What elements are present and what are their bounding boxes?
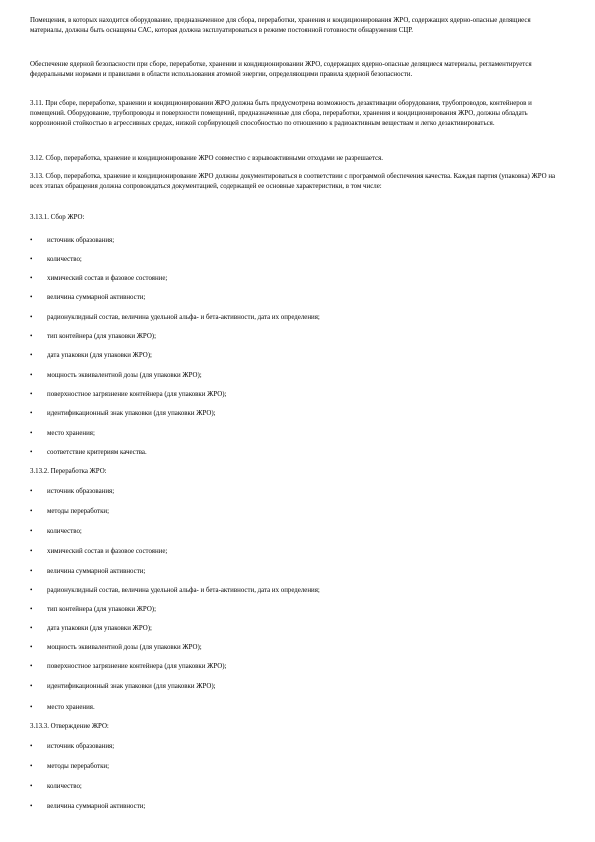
bullet-icon: • bbox=[30, 683, 33, 690]
section-heading-collection: 3.13.1. Сбор ЖРО: bbox=[30, 214, 85, 221]
list-item: • место хранения; bbox=[30, 430, 95, 437]
paragraph-nuclear-safety: Обеспечение ядерной безопасности при сборе, переработке, хранении и кондиционировании ЖРО, содержащих ядерно-опасные делящиеся материалы, регламентируется федеральными нормами и правилами в области использования атомной энергии, определяющими правила ядерной безопасности. bbox=[30, 61, 532, 78]
bullet-icon: • bbox=[30, 294, 33, 301]
list-item: • тип контейнера (для упаковки ЖРО); bbox=[30, 333, 157, 340]
bullet-icon: • bbox=[30, 625, 33, 632]
bullet-icon: • bbox=[30, 372, 33, 379]
list-item: • химический состав и фазовое состояние; bbox=[30, 275, 168, 282]
bullet-icon: • bbox=[30, 743, 33, 750]
bullet-icon: • bbox=[30, 449, 33, 456]
list-item: • радионуклидный состав, величина удельной альфа- и бета-активности, дата их определения; bbox=[30, 587, 320, 594]
bullet-icon: • bbox=[30, 663, 33, 670]
bullet-icon: • bbox=[30, 528, 33, 535]
bullet-icon: • bbox=[30, 548, 33, 555]
list-item: • тип контейнера (для упаковки ЖРО); bbox=[30, 606, 157, 613]
list-item: • поверхностное загрязнение контейнера (для упаковки ЖРО); bbox=[30, 663, 227, 670]
bullet-icon: • bbox=[30, 488, 33, 495]
list-item: • химический состав и фазовое состояние; bbox=[30, 548, 168, 555]
list-item: • идентификационный знак упаковки (для упаковки ЖРО); bbox=[30, 410, 216, 417]
bullet-icon: • bbox=[30, 644, 33, 651]
paragraph-3-13: 3.13. Сбор, переработка, хранение и кондиционирование ЖРО должны документироваться в соответствии с программой обеспечения качества. Каждая партия (упаковка) ЖРО на всех этапах обращения должна сопровождаться документацией, содержащей ее основные характеристики, в том числе: bbox=[30, 173, 556, 190]
paragraph-rooms-ssr: Помещения, в которых находится оборудование, предназначенное для сбора, переработки, хранения и кондиционирования ЖРО, содержащих ядерно-опасные делящиеся материалы, должны быть оснащены САС, которая должна эксплуатироваться в режиме постоянной готовности обнаружения СЦР. bbox=[30, 17, 531, 34]
list-item: • источник образования; bbox=[30, 743, 115, 750]
bullet-icon: • bbox=[30, 256, 33, 263]
list-item: • величина суммарной активности; bbox=[30, 803, 146, 810]
list-item: • источник образования; bbox=[30, 237, 115, 244]
bullet-icon: • bbox=[30, 352, 33, 359]
bullet-icon: • bbox=[30, 391, 33, 398]
list-item: • дата упаковки (для упаковки ЖРО); bbox=[30, 625, 152, 632]
list-item: • радионуклидный состав, величина удельной альфа- и бета-активности, дата их определения; bbox=[30, 314, 320, 321]
bullet-icon: • bbox=[30, 333, 33, 340]
bullet-icon: • bbox=[30, 803, 33, 810]
list-item: • мощность эквивалентной дозы (для упаковки ЖРО); bbox=[30, 644, 202, 651]
list-item: • количество; bbox=[30, 783, 82, 790]
list-item: • величина суммарной активности; bbox=[30, 294, 146, 301]
list-item: • методы переработки; bbox=[30, 763, 110, 770]
list-item: • количество; bbox=[30, 528, 82, 535]
bullet-icon: • bbox=[30, 587, 33, 594]
bullet-icon: • bbox=[30, 568, 33, 575]
paragraph-3-11: 3.11. При сборе, переработке, хранении и кондиционировании ЖРО должна быть предусмотрена возможность дезактивации оборудования, трубопроводов, контейнеров и помещений. Оборудование, трубопроводы и поверхности помещений, предназначенные для сбора, переработки, хранения и кондиционирования ЖРО, должны обладать коррозионной стойкостью в агрессивных средах, низкой сорбирующей способностью по отношению к радиоактивным веществам и легко дезактивироваться. bbox=[30, 100, 532, 127]
bullet-icon: • bbox=[30, 430, 33, 437]
bullet-icon: • bbox=[30, 783, 33, 790]
bullet-icon: • bbox=[30, 763, 33, 770]
list-item: • методы переработки; bbox=[30, 508, 110, 515]
list-item: • идентификационный знак упаковки (для упаковки ЖРО); bbox=[30, 683, 216, 690]
bullet-icon: • bbox=[30, 410, 33, 417]
paragraph-3-12: 3.12. Сбор, переработка, хранение и кондиционирование ЖРО совместно с взрывоактивными отходами не разрешается. bbox=[30, 155, 384, 162]
bullet-icon: • bbox=[30, 508, 33, 515]
section-heading-solidification: 3.13.3. Отверждение ЖРО: bbox=[30, 723, 109, 730]
bullet-icon: • bbox=[30, 237, 33, 244]
list-item: • источник образования; bbox=[30, 488, 115, 495]
list-item: • мощность эквивалентной дозы (для упаковки ЖРО); bbox=[30, 372, 202, 379]
list-item: • дата упаковки (для упаковки ЖРО); bbox=[30, 352, 152, 359]
list-item: • величина суммарной активности; bbox=[30, 568, 146, 575]
bullet-icon: • bbox=[30, 704, 33, 711]
list-item: • количество; bbox=[30, 256, 82, 263]
list-item: • место хранения. bbox=[30, 704, 95, 711]
list-item: • поверхностное загрязнение контейнера (для упаковки ЖРО); bbox=[30, 391, 227, 398]
bullet-icon: • bbox=[30, 314, 33, 321]
list-item: • соответствие критериям качества. bbox=[30, 449, 147, 456]
bullet-icon: • bbox=[30, 606, 33, 613]
bullet-icon: • bbox=[30, 275, 33, 282]
section-heading-processing: 3.13.2. Переработка ЖРО: bbox=[30, 468, 107, 475]
